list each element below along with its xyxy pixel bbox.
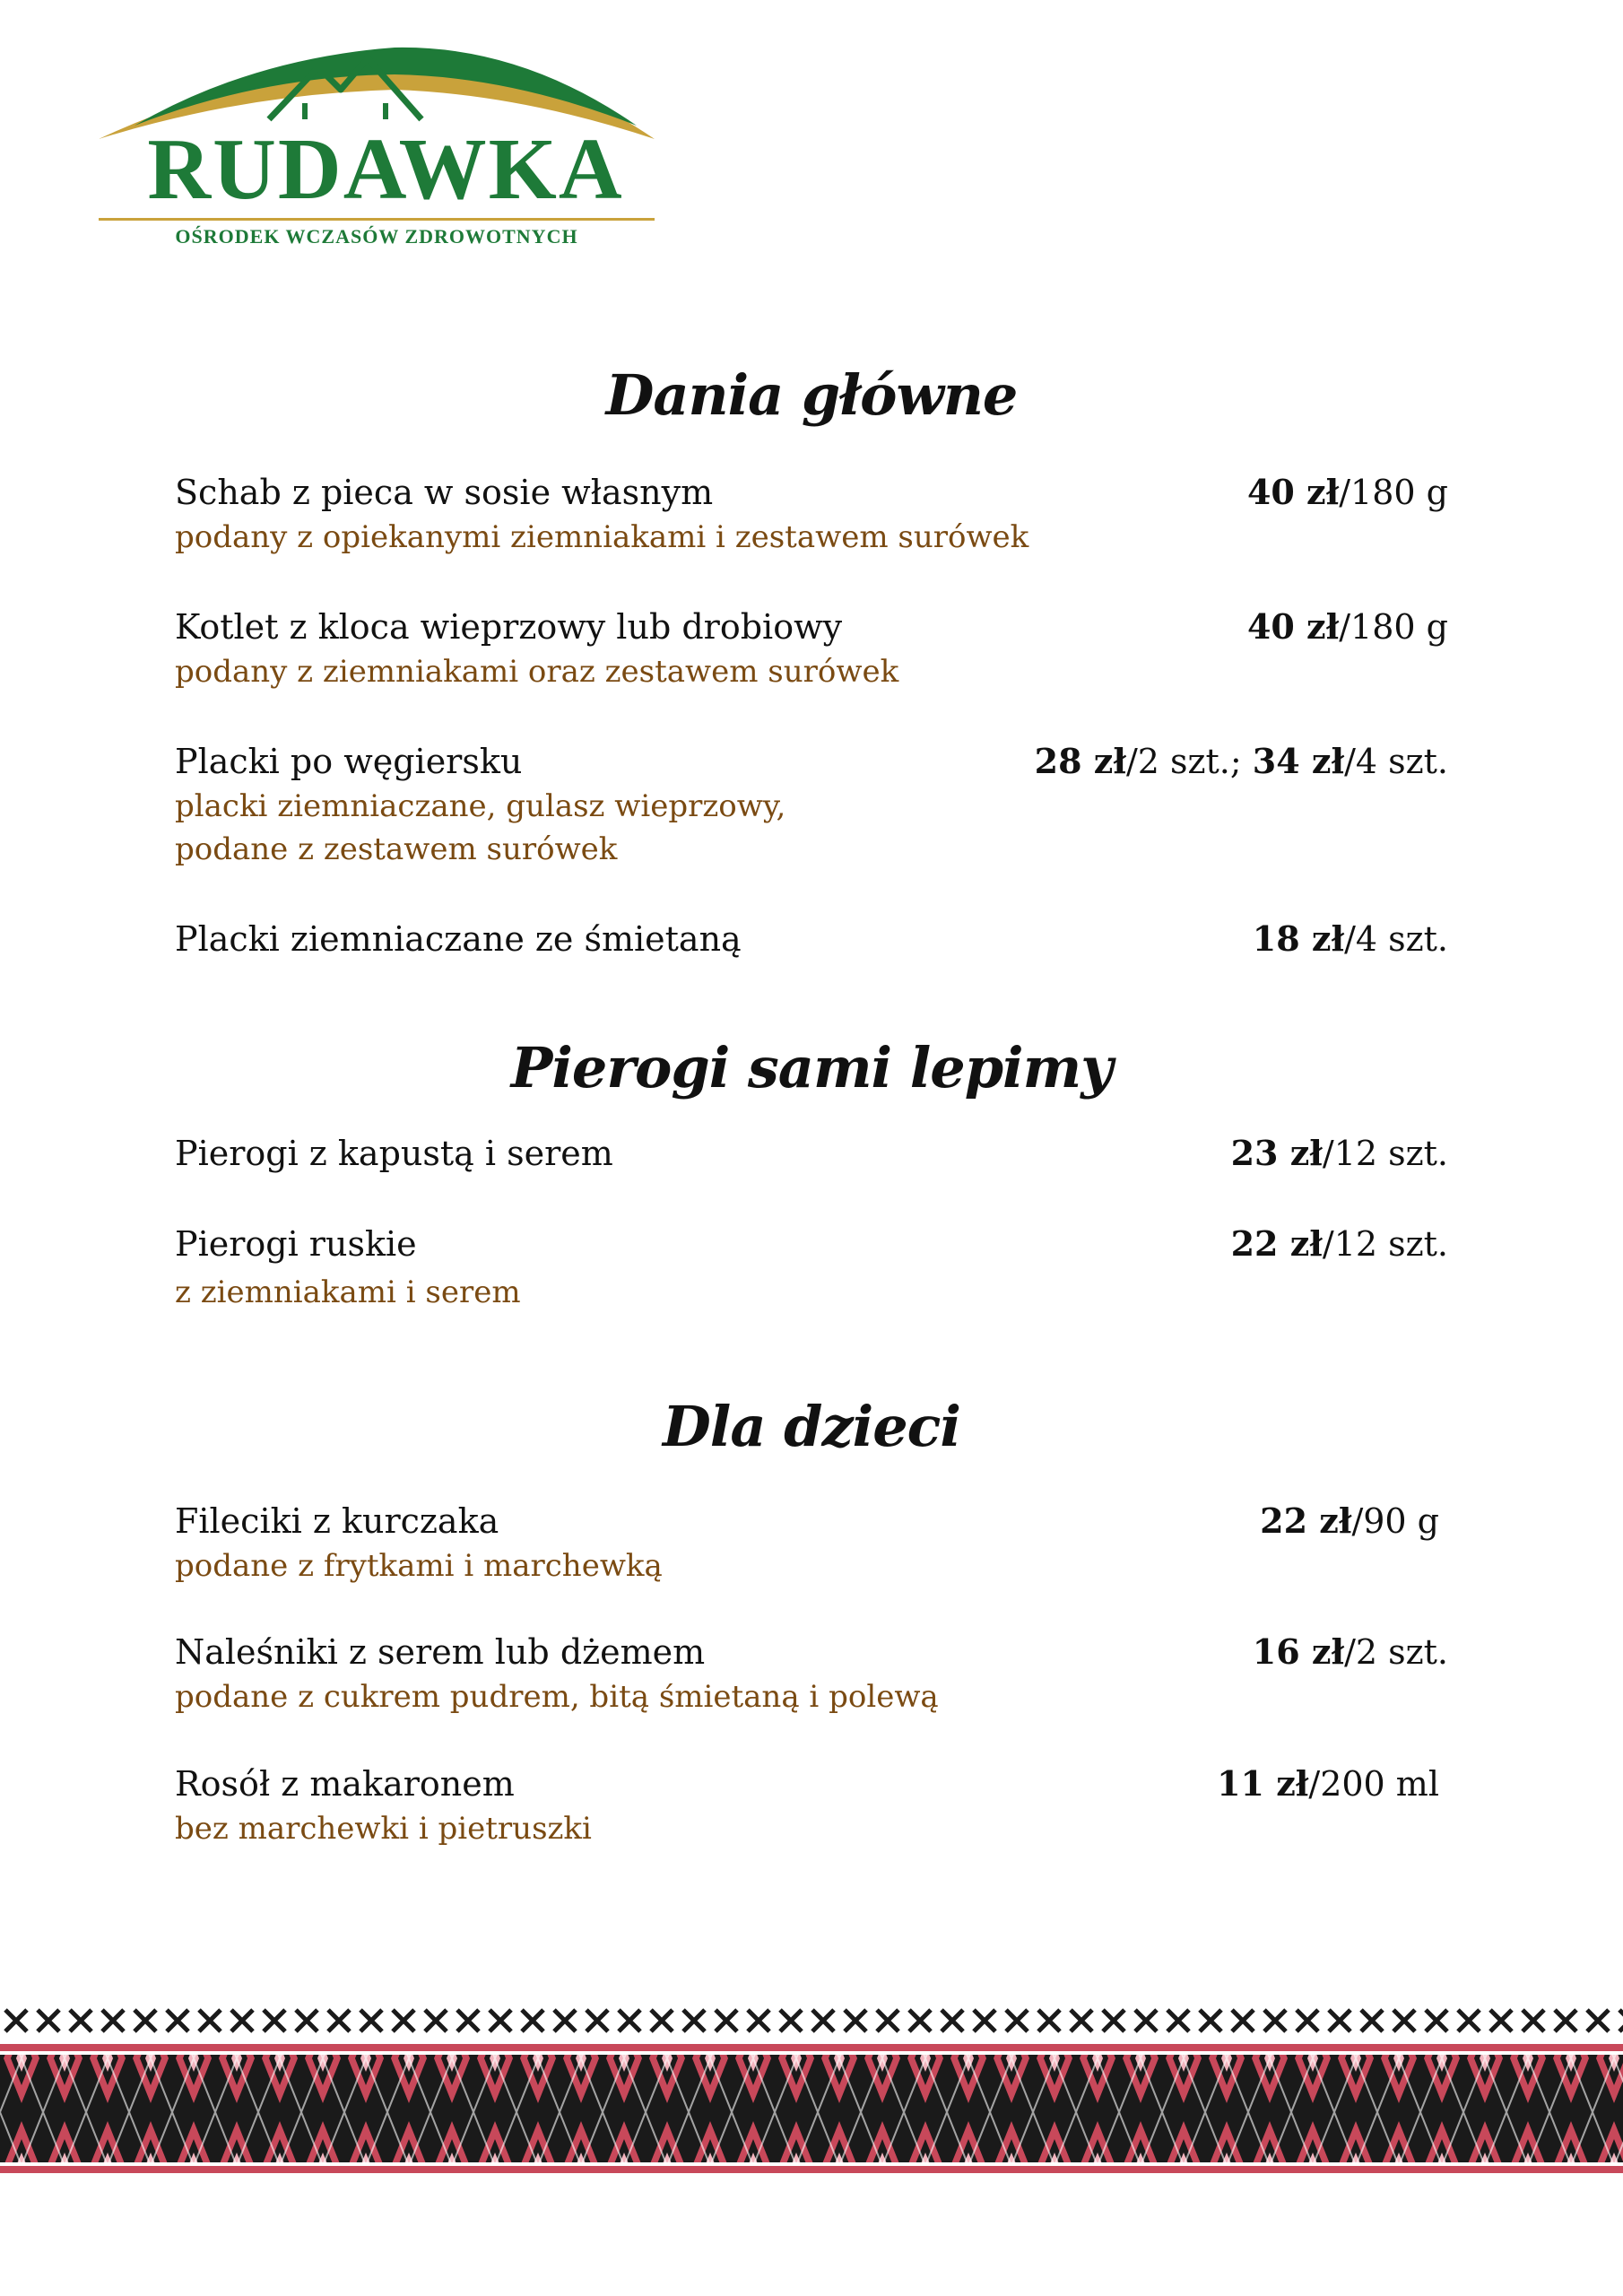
section-title-dla-dzieci: Dla dzieci (663, 1394, 960, 1459)
menu-item-price: 28 zł/2 szt.; 34 zł/4 szt. (1034, 741, 1448, 781)
menu-item-description: podany z ziemniakami oraz zestawem surówek (175, 654, 899, 690)
section-title-dania-glowne: Dania główne (605, 362, 1018, 428)
menu-item-name: Pierogi z kapustą i serem (175, 1134, 613, 1173)
menu-item-price: 11 zł/200 ml (1217, 1763, 1439, 1804)
menu-item-description: podane z frytkami i marchewką (175, 1548, 663, 1584)
menu-item-description: podane z cukrem pudrem, bitą śmietaną i polewą (175, 1679, 939, 1715)
menu-item-description: placki ziemniaczane, gulasz wieprzowy, podane z zestawem surówek (175, 788, 786, 867)
logo (99, 40, 655, 256)
menu-item-name: Pierogi ruskie (175, 1224, 417, 1264)
menu-item-name: Rosół z makaronem (175, 1764, 515, 1804)
logo-name: RUDAWKA (147, 121, 624, 218)
section-title-pierogi: Pierogi sami lepimy (510, 1035, 1113, 1100)
menu-item-name: Schab z pieca w sosie własnym (175, 473, 714, 512)
menu-item-name: Naleśniki z serem lub dżemem (175, 1632, 706, 1672)
menu-item-name: Placki ziemniaczane ze śmietaną (175, 919, 742, 959)
logo-divider (99, 218, 655, 221)
menu-item-name: Fileciki z kurczaka (175, 1501, 499, 1541)
menu-item-description: z ziemniakami i serem (175, 1274, 521, 1310)
menu-item-price: 16 zł/2 szt. (1252, 1631, 1448, 1672)
menu-item-price: 22 zł/12 szt. (1230, 1223, 1448, 1264)
menu-item-description: bez marchewki i pietruszki (175, 1811, 592, 1847)
logo-subtitle: OŚRODEK WCZASÓW ZDROWOTNYCH (175, 225, 578, 248)
menu-item-price: 22 zł/90 g (1260, 1500, 1439, 1541)
menu-item-name: Kotlet z kloca wieprzowy lub drobiowy (175, 607, 843, 647)
menu-item-price: 18 zł/4 szt. (1252, 918, 1448, 959)
menu-item-price: 23 zł/12 szt. (1230, 1133, 1448, 1173)
menu-item-description: podany z opiekanymi ziemniakami i zestawem surówek (175, 519, 1029, 555)
menu-item-name: Placki po węgiersku (175, 742, 523, 781)
embroidery-border-pattern (0, 2005, 1623, 2193)
menu-item-price: 40 zł/180 g (1246, 472, 1448, 512)
menu-item-price: 40 zł/180 g (1246, 606, 1448, 647)
